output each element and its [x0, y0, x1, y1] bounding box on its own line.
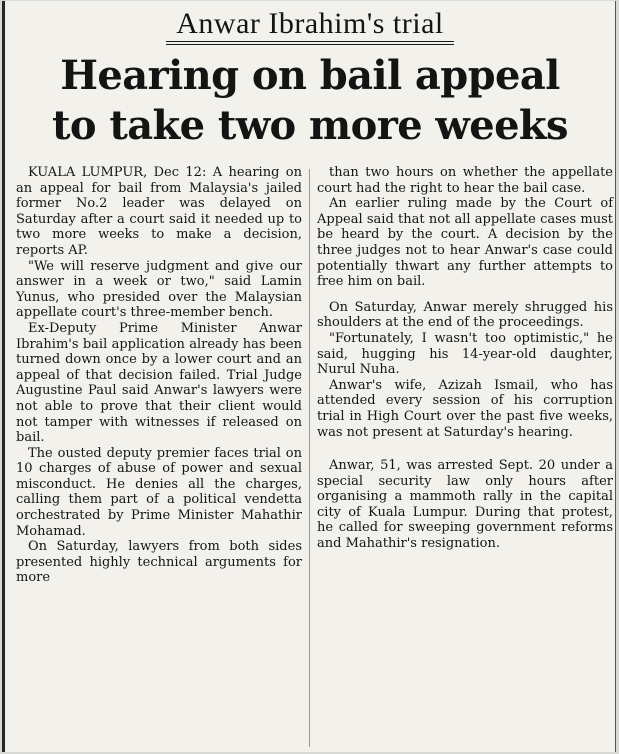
article-column-2: [317, 165, 613, 552]
paragraph-bail-history: Ex-Deputy Prime Minister Anwar Ibrahim's bail application already has been turned down once by a lower court and an appeal of that decision failed. Trial Judge Augustine Paul said Anwar's lawyers were not able to prove that their client would not tamper with witnesses if released on bail.: [16, 320, 302, 446]
headline-line-1: Hearing on bail appeal: [60, 52, 560, 99]
headline: [5, 51, 615, 151]
headline-line-2: to take two more weeks: [52, 102, 568, 149]
article-column-1: [16, 165, 302, 586]
paragraph-arguments: On Saturday, lawyers from both sides presented highly technical arguments for more: [16, 539, 302, 586]
paragraph-shrugged: On Saturday, Anwar merely shrugged his shoulders at the end of the proceedings.: [317, 299, 613, 331]
paragraph-arrest: Anwar, 51, was arrested Sept. 20 under a special security law only hours after organising a mammoth rally in the capital city of Kuala Lumpur. During that protest, he called for sweeping government reforms and Mahathir's resignation.: [317, 458, 613, 552]
paragraph-spacer: [317, 440, 613, 458]
paragraph-spacer: [317, 290, 613, 300]
paragraph-charges: The ousted deputy premier faces trial on 10 charges of abuse of power and sexual misconduct. He denies all the charges, calling them part of a political vendetta orchestrated by Prime Minister Mahathir Mohamad.: [16, 445, 302, 539]
column-divider: [309, 169, 310, 747]
paragraph-continuation: than two hours on whether the appellate court had the right to hear the bail case.: [317, 165, 613, 196]
kicker-container: [5, 7, 615, 45]
paragraph-quote: "We will reserve judgment and give our answer in a week or two," said Lamin Yunus, who presided over the Malaysian appellate court's three-member bench.: [16, 258, 302, 321]
paragraph-dateline: KUALA LUMPUR, Dec 12: A hearing on an appeal for bail from Malaysia's jailed former No.2 leader was delayed on Saturday after a court said it needed up to two more weeks to make a decision, reports AP.: [16, 165, 302, 258]
newspaper-clipping: [2, 1, 616, 752]
paragraph-optimistic: "Fortunately, I wasn't too optimistic," he said, hugging his 14-year-old daughter, Nurul Nuha.: [317, 330, 613, 378]
paragraph-earlier-ruling: An earlier ruling made by the Court of Appeal said that not all appellate cases must be heard by the court. A decision by the three judges not to hear Anwar's case could potentially thwart any further attempts to free him on bail.: [317, 196, 613, 290]
paragraph-wife: Anwar's wife, Azizah Ismail, who has attended every session of his corruption trial in High Court over the past five weeks, was not present at Saturday's hearing.: [317, 377, 613, 440]
kicker-label: Anwar Ibrahim's trial: [166, 7, 454, 45]
